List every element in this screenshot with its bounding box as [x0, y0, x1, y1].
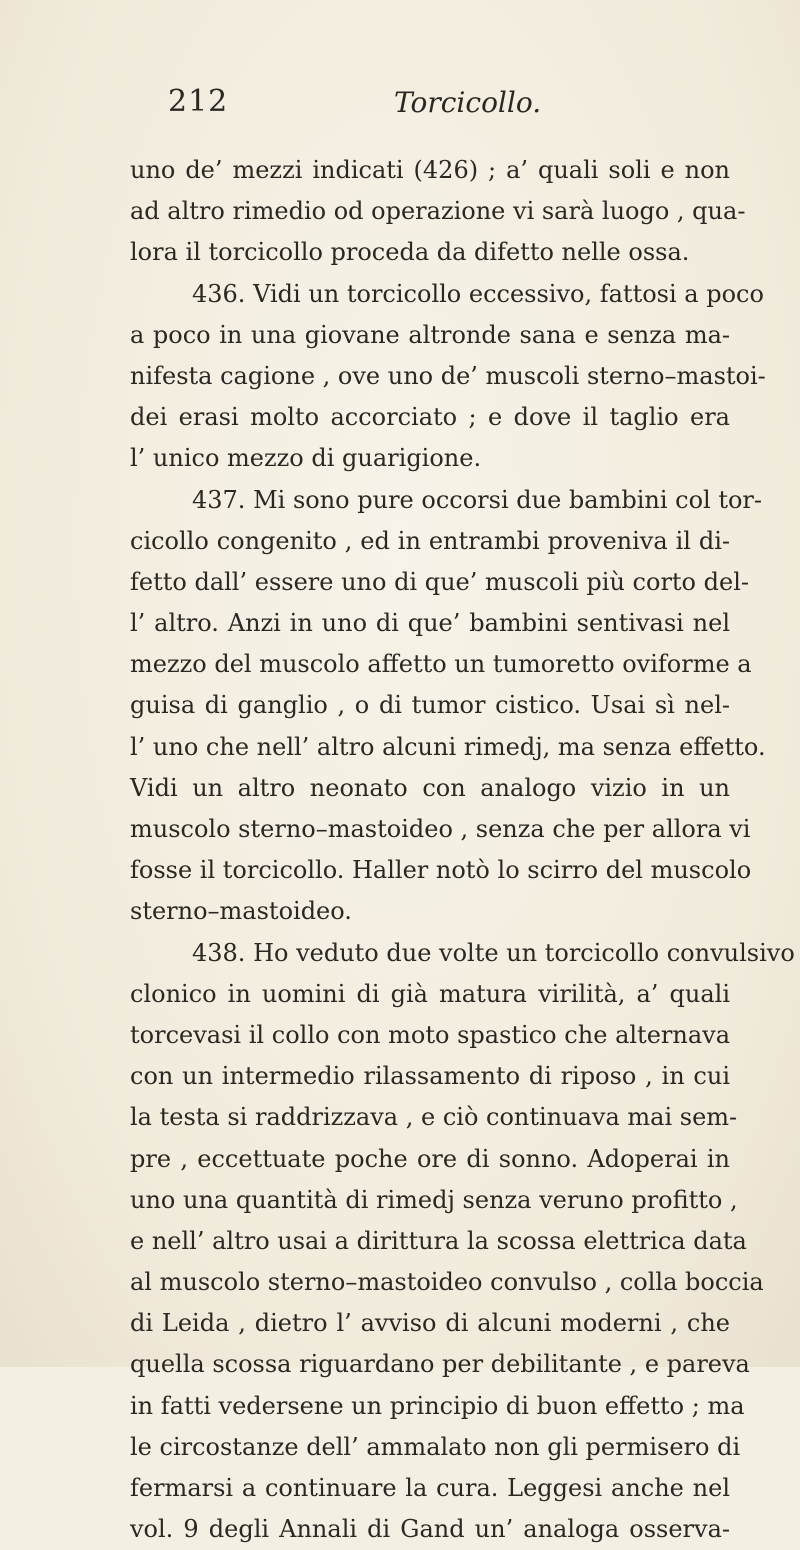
text-line: sterno–mastoideo. [130, 897, 352, 926]
text-line: fetto dall’ essere uno di que’ muscoli più corto del- [130, 567, 749, 596]
paragraph-436-start: 436. Vidi un torcicollo eccessivo, fattosi a poco [192, 279, 764, 308]
text-line: Vidi un altro neonato con analogo vizio in un [130, 773, 730, 802]
text-line: ad altro rimedio od operazione vi sarà luogo , qua- [130, 197, 746, 226]
text-line: cicollo congenito , ed in entrambi proveniva il di- [130, 526, 730, 555]
text-line: dei erasi molto accorciato ; e dove il taglio era [130, 403, 730, 432]
text-line: quella scossa riguardano per debilitante , e pareva [130, 1350, 750, 1379]
text-line: di Leida , dietro l’ avviso di alcuni moderni , che [130, 1309, 730, 1338]
text-line: l’ altro. Anzi in uno di que’ bambini sentivasi nel [130, 609, 730, 638]
running-head: Torcicollo. [394, 86, 542, 119]
paragraph-437-start: 437. Mi sono pure occorsi due bambini col tor- [192, 485, 762, 514]
text-line: l’ uno che nell’ altro alcuni rimedj, ma senza effetto. [130, 732, 766, 761]
text-line: fermarsi a continuare la cura. Leggesi anche nel [130, 1474, 730, 1502]
text-line: vol. 9 degli Annali di Gand un’ analoga osserva- [130, 1515, 730, 1544]
text-line: e nell’ altro usai a dirittura la scossa elettrica data [130, 1226, 747, 1255]
text-line: clonico in uomini di già matura virilità, a’ quali [130, 979, 730, 1008]
text-line: lora il torcicollo proceda da difetto nelle ossa. [130, 238, 690, 267]
paragraph-438-start: 438. Ho veduto due volte un torcicollo convulsivo [192, 938, 795, 967]
text-line: uno de’ mezzi indicati (426) ; a’ quali soli e non [130, 156, 730, 184]
text-line: mezzo del muscolo affetto un tumoretto oviforme a [130, 650, 752, 679]
text-line: muscolo sterno–mastoideo , senza che per allora vi [130, 815, 751, 843]
text-line: al muscolo sterno–mastoideo convulso , colla boccia [130, 1268, 764, 1297]
text-line: le circostanze dell’ ammalato non gli permisero di [130, 1432, 741, 1461]
text-line: la testa si raddrizzava , e ciò continuava mai sem- [130, 1103, 738, 1132]
page-header [168, 84, 728, 128]
text-line: uno una quantità di rimedj senza veruno profitto , [130, 1185, 738, 1214]
body-text [130, 150, 795, 1550]
text-line: l’ unico mezzo di guarigione. [130, 444, 482, 473]
text-line: guisa di ganglio , o di tumor cistico. Usai sì nel- [130, 691, 730, 720]
text-line: in fatti vedersene un principio di buon effetto ; ma [130, 1391, 745, 1420]
text-line: torcevasi il collo con moto spastico che alternava [130, 1020, 730, 1049]
text-line: con un intermedio rilassamento di riposo , in cui [130, 1062, 730, 1091]
text-line: pre , eccettuate poche ore di sonno. Adoperai in [130, 1144, 730, 1173]
text-line: fosse il torcicollo. Haller notò lo scirro del muscolo [130, 856, 752, 885]
text-line: nifesta cagione , ove uno de’ muscoli sterno–mastoi- [130, 361, 766, 390]
page-number: 212 [168, 84, 229, 119]
text-line: a poco in una giovane altronde sana e senza ma- [130, 320, 730, 349]
